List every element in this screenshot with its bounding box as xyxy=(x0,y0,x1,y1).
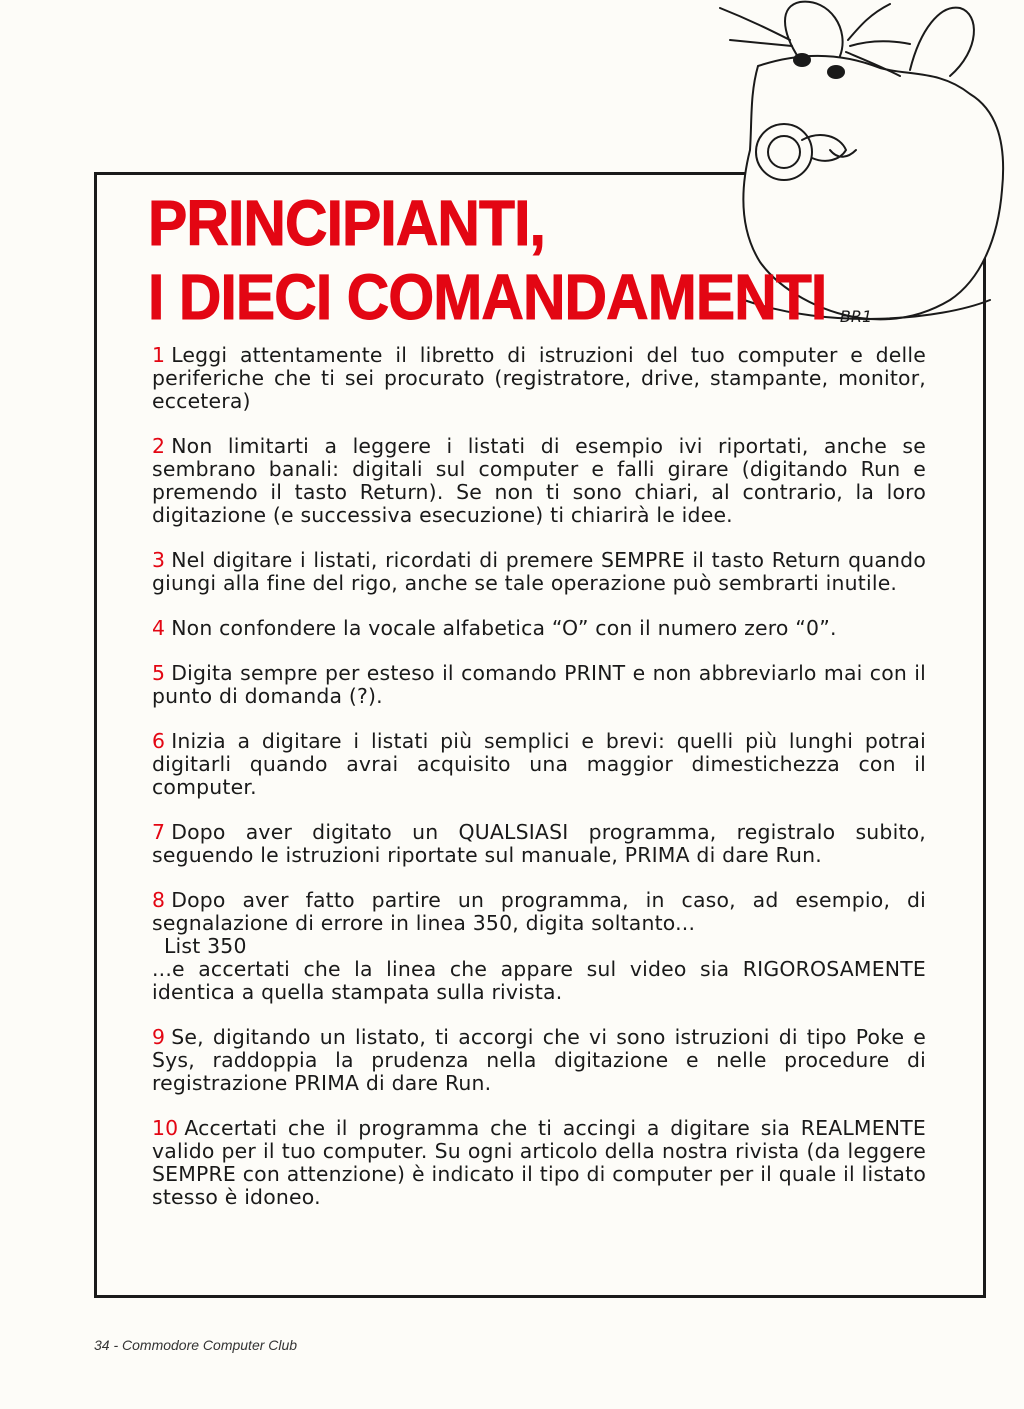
commandment-item xyxy=(152,435,926,527)
commandment-number: 7 xyxy=(152,820,166,844)
commandment-text: Accertati che il programma che ti accingi a digitare sia REALMENTE valido per il tuo computer. Su ogni articolo della nostra rivista (da leggere SEMPRE con attenzione) è indicato il tipo di computer per il quale il listato stesso è idoneo. xyxy=(152,1116,926,1209)
article-title xyxy=(148,186,826,334)
commandment-item xyxy=(152,662,926,708)
commandment-text: Digita sempre per esteso il comando PRINT e non abbreviarlo mai con il punto di domanda (?). xyxy=(152,661,926,708)
commandment-text: Non confondere la vocale alfabetica “O” con il numero zero “0”. xyxy=(171,616,837,640)
commandment-item xyxy=(152,549,926,595)
commandment-number: 1 xyxy=(152,343,166,367)
commandments-list xyxy=(152,344,926,1231)
commandment-item xyxy=(152,821,926,867)
commandment-item xyxy=(152,730,926,799)
commandment-item xyxy=(152,889,926,1004)
commandment-text-after: ...e accertati che la linea che appare sul video sia RIGOROSAMENTE identica a quella stampata sulla rivista. xyxy=(152,957,926,1004)
commandment-text: Nel digitare i listati, ricordati di premere SEMPRE il tasto Return quando giungi alla fine del rigo, anche se tale operazione può sembrarti inutile. xyxy=(152,548,926,595)
commandment-code: List 350 xyxy=(164,934,247,958)
commandment-text: Dopo aver fatto partire un programma, in caso, ad esempio, di segnalazione di errore in linea 350, digita soltanto... xyxy=(152,888,926,935)
commandment-text: Se, digitando un listato, ti accorgi che vi sono istruzioni di tipo Poke e Sys, raddoppia la prudenza nella digitazione e nelle procedure di registrazione PRIMA di dare Run. xyxy=(152,1025,926,1095)
commandment-text: Dopo aver digitato un QUALSIASI programma, registralo subito, seguendo le istruzioni riportate sul manuale, PRIMA di dare Run. xyxy=(152,820,926,867)
commandment-number: 5 xyxy=(152,661,166,685)
illustration-signature: BR1 xyxy=(839,307,873,326)
title-line-1: PRINCIPIANTI, xyxy=(148,187,545,259)
commandment-text: Inizia a digitare i listati più semplici e brevi: quelli più lunghi potrai digitarli quando avrai acquisito una maggior dimestichezza con il computer. xyxy=(152,729,926,799)
commandment-text: Leggi attentamente il libretto di istruzioni del tuo computer e delle periferiche che ti sei procurato (registratore, drive, stampante, monitor, eccetera) xyxy=(152,343,926,413)
commandment-number: 2 xyxy=(152,434,166,458)
commandment-item xyxy=(152,1026,926,1095)
mouse-eye-right xyxy=(827,65,845,79)
commandment-number: 3 xyxy=(152,548,166,572)
commandment-number: 9 xyxy=(152,1025,166,1049)
commandment-text: Non limitarti a leggere i listati di esempio ivi riportati, anche se sembrano banali: digitali sul computer e falli girare (digitando Run e premendo il tasto Return). Se non ti sono chiari, al contrario, la loro digitazione (e successiva esecuzione) ti chiarirà le idee. xyxy=(152,434,926,527)
commandment-item xyxy=(152,617,926,640)
commandment-number: 6 xyxy=(152,729,166,753)
mouse-eye-left xyxy=(793,53,811,67)
commandment-number: 10 xyxy=(152,1116,179,1140)
page-footer: 34 - Commodore Computer Club xyxy=(94,1337,298,1353)
commandment-number: 8 xyxy=(152,888,166,912)
commandment-item xyxy=(152,1117,926,1209)
title-line-2: I DIECI COMANDAMENTI xyxy=(148,261,827,333)
commandment-item xyxy=(152,344,926,413)
commandment-number: 4 xyxy=(152,616,166,640)
